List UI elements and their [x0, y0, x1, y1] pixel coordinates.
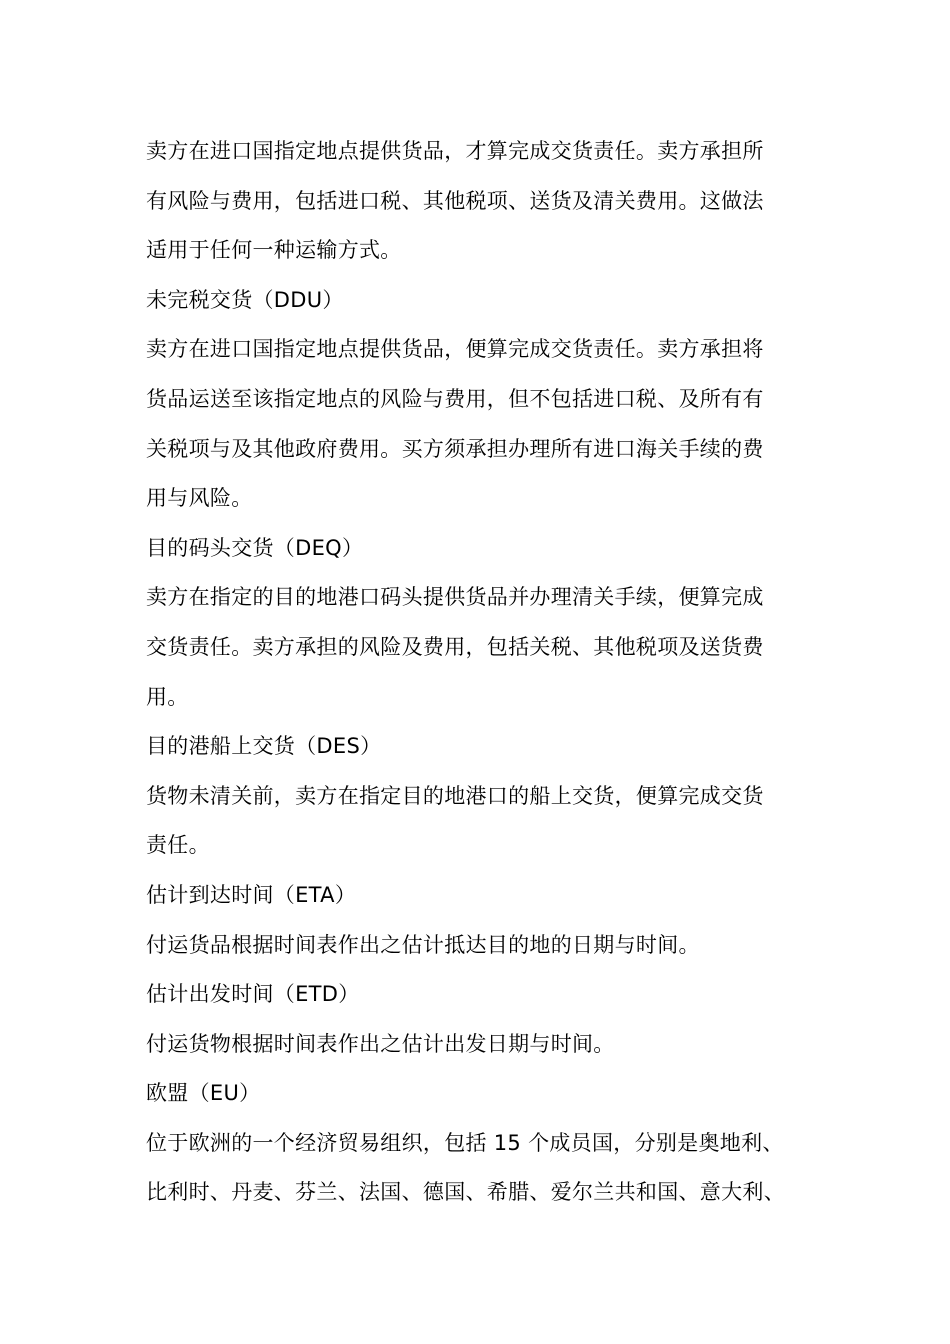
body-line: 有风险与费用，包括进口税、其他税项、送货及清关费用。这做法 [146, 188, 764, 213]
body-line: 卖方在进口国指定地点提供货品，便算完成交货责任。卖方承担将 [146, 337, 764, 362]
body-line: 付运货物根据时间表作出之估计出发日期与时间。 [146, 1031, 615, 1056]
term-heading-eu: 欧盟（EU） [146, 1081, 261, 1106]
body-line: 付运货品根据时间表作出之估计抵达目的地的日期与时间。 [146, 932, 700, 957]
body-line: 比利时、丹麦、芬兰、法国、德国、希腊、爱尔兰共和国、意大利、 [146, 1180, 785, 1205]
body-line: 卖方在指定的目的地港口码头提供货品并办理清关手续，便算完成 [146, 585, 764, 610]
term-heading-etd: 估计出发时间（ETD） [146, 982, 360, 1007]
document-body [146, 127, 836, 1218]
body-line: 卖方在进口国指定地点提供货品，才算完成交货责任。卖方承担所 [146, 139, 764, 163]
body-line: 位于欧洲的一个经济贸易组织，包括 15 个成员国，分别是奥地利、 [146, 1130, 784, 1155]
body-line: 货品运送至该指定地点的风险与费用，但不包括进口税、及所有有 [146, 386, 764, 411]
body-line: 适用于任何一种运输方式。 [146, 238, 402, 263]
term-heading-deq: 目的码头交货（DEQ） [146, 535, 364, 560]
body-line: 关税项与及其他政府费用。买方须承担办理所有进口海关手续的费 [146, 436, 764, 461]
body-line: 用与风险。 [146, 486, 253, 511]
term-heading-eta: 估计到达时间（ETA） [146, 882, 357, 907]
body-line: 责任。 [146, 833, 210, 858]
body-line: 货物未清关前，卖方在指定目的地港口的船上交货，便算完成交货 [146, 783, 764, 808]
body-line: 用。 [146, 684, 189, 709]
body-line: 交货责任。卖方承担的风险及费用，包括关税、其他税项及送货费 [146, 634, 764, 659]
term-heading-des: 目的港船上交货（DES） [146, 734, 382, 759]
term-heading-ddu: 未完税交货（DDU） [146, 287, 344, 312]
